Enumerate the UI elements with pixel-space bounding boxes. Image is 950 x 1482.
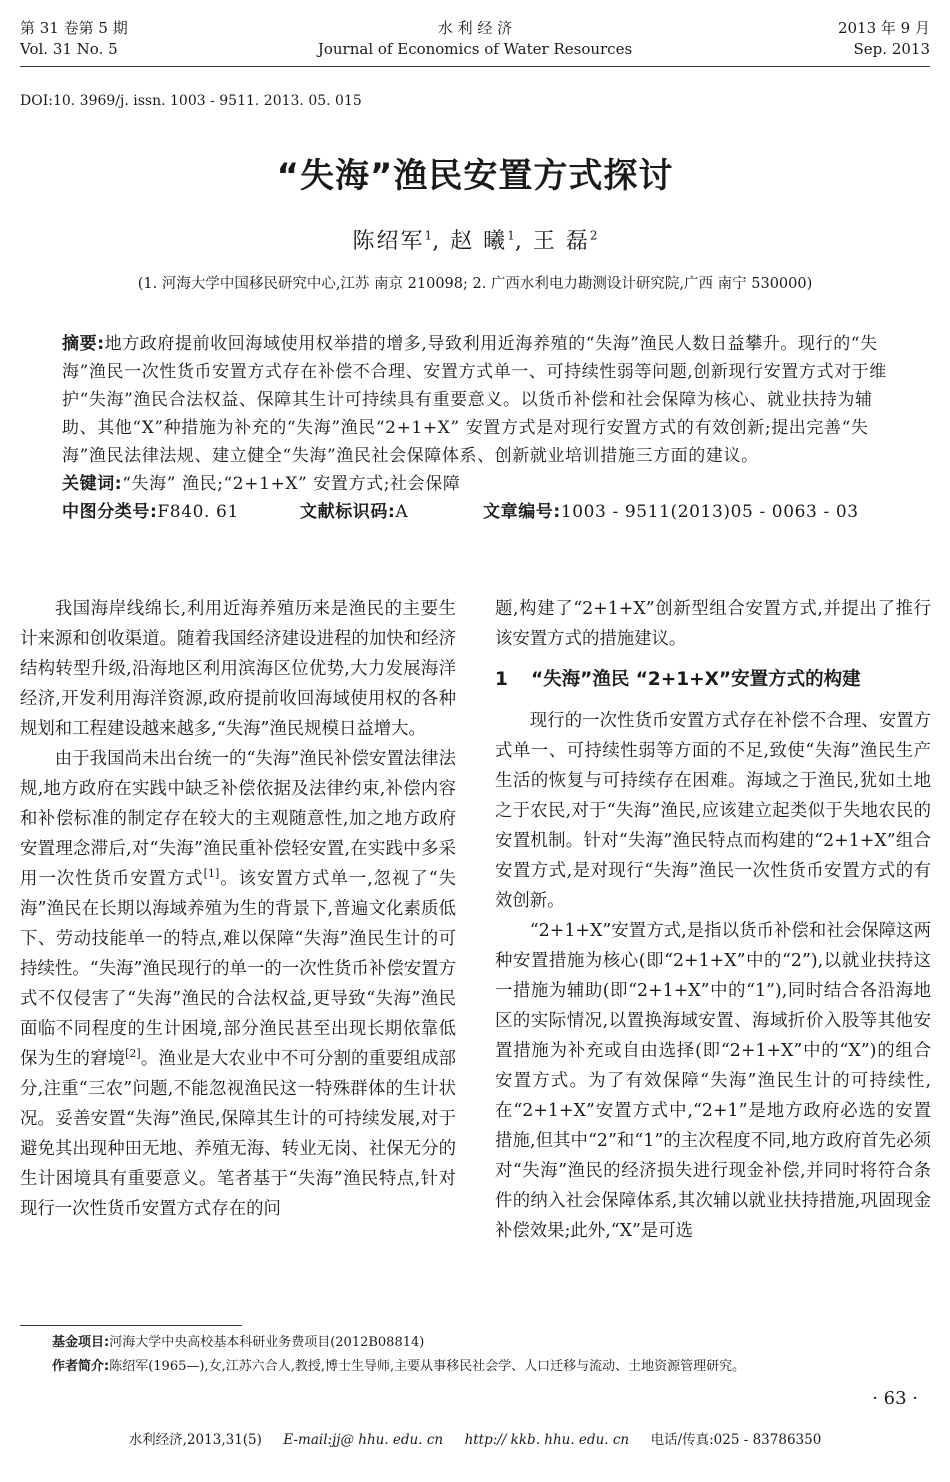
abstract <box>62 330 892 470</box>
clc-number: 中图分类号:F840. 61 <box>62 502 239 522</box>
header-divider <box>20 66 930 67</box>
author-bio-note: 作者简介:陈绍军(1965—),女,江苏六合人,教授,博士生导师,主要从事移民社会学、人口迁移与流动、土地资源管理研究。 <box>52 1359 746 1374</box>
paragraph: 现行的一次性货币安置方式存在补偿不合理、安置方式单一、可持续性弱等方面的不足,致使“失海”渔民生产生活的恢复与可持续存在困难。海域之于渔民,犹如土地之于农民,对于“失海”渔民,应该建立起类似于失地农民的安置机制。针对“失海”渔民特点而构建的“2+1+X”组合安置方式,是对现行“失海”渔民一次性货币安置方式的有效创新。 <box>495 711 931 911</box>
issue-cn: 第 31 卷第 5 期 <box>20 19 128 37</box>
affiliations: (1. 河海大学中国移民研究中心,江苏 南京 210098; 2. 广西水利电力勘测设计研究院,广西 南宁 530000) <box>137 276 813 292</box>
journal-name <box>0 18 950 60</box>
footnote-divider <box>20 1325 242 1326</box>
journal-name-cn: 水 利 经 济 <box>437 19 513 37</box>
journal-name-en: Journal of Economics of Water Resources <box>317 40 633 58</box>
funding-note: 基金项目:河海大学中央高校基本科研业务费项目(2012B08814) <box>52 1335 425 1350</box>
author-list <box>0 224 950 255</box>
author-separator: , <box>432 229 442 254</box>
citation-ref: [2] <box>125 1047 141 1061</box>
paragraph-continued: 题,构建了“2+1+X”创新型组合安置方式,并提出了推行该安置方式的措施建议。 <box>495 599 931 649</box>
section-title: “失海”渔民 “2+1+X”安置方式的构建 <box>531 669 861 690</box>
footnotes <box>52 1331 745 1379</box>
publication-date <box>838 18 930 60</box>
classification-line <box>62 498 892 526</box>
date-en: Sep. 2013 <box>853 40 930 58</box>
body-column-left <box>20 594 456 1224</box>
footer-website: http:// kkb. hhu. edu. cn <box>464 1432 630 1448</box>
paragraph: 由于我国尚未出台统一的“失海”渔民补偿安置法律法规,地方政府在实践中缺乏补偿依据及法律约束,补偿内容和补偿标准的制定存在较大的主观随意性,加之地方政府安置理念滞后,对“失海”渔民重补偿轻安置,在实践中多采用一次性货币安置方式[1]。该安置方式单一,忽视了“失海”渔民在长期以海域养殖为生的背景下,普遍文化素质低下、劳动技能单一的特点,难以保障“失海”渔民生计的可持续性。“失海”渔民现行的单一的一次性货币补偿安置方式不仅侵害了“失海”渔民的合法权益,更导致“失海”渔民面临不同程度的生计困境,部分渔民甚至出现长期依靠低保为生的窘境[2]。渔业是大农业中不可分割的重要组成部分,注重“三农”问题,不能忽视渔民这一特殊群体的生计状况。妥善安置“失海”渔民,保障其生计的可持续发展,对于避免其出现种田无地、养殖无海、转业无岗、社保无分的生计困境具有重要意义。笔者基于“失海”渔民特点,针对现行一次性货币安置方式存在的问 <box>20 749 456 1219</box>
article-title: “失海”渔民安置方式探讨 <box>276 156 674 196</box>
keywords <box>62 470 892 498</box>
issue-en: Vol. 31 No. 5 <box>20 40 118 58</box>
footer-journal: 水利经济,2013,31(5) <box>128 1432 262 1448</box>
page-footer <box>0 1428 950 1448</box>
footer-email: E-mail:jj@ hhu. edu. cn <box>283 1432 444 1448</box>
author-name: 陈绍军 <box>352 229 425 254</box>
abstract-text: 地方政府提前收回海域使用权举措的增多,导致利用近海养殖的“失海”渔民人数日益攀升。现行的“失海”渔民一次性货币安置方式存在补偿不合理、安置方式单一、可持续性弱等问题,创新现行安置方式对于维护“失海”渔民合法权益、保障其生计可持续具有重要意义。以货币补偿和社会保障为核心、就业扶持为辅助、其他“X”种措施为补充的“失海”渔民“2+1+X” 安置方式是对现行安置方式的有效创新;提出完善“失海”渔民法律法规、建立健全“失海”渔民社会保障体系、创新就业培训措施三方面的建议。 <box>62 334 887 466</box>
page-number: · 63 · <box>872 1388 918 1409</box>
author-affiliation-mark: 2 <box>589 228 598 243</box>
date-cn: 2013 年 9 月 <box>837 19 930 37</box>
abstract-label: 摘要: <box>62 334 105 354</box>
section-number: 1 <box>495 669 508 690</box>
section-heading <box>495 664 931 696</box>
author-affiliation-mark: 1 <box>424 228 433 243</box>
author-name: 赵 曦 <box>450 229 508 254</box>
footer-phone: 电话/传真:025 - 83786350 <box>650 1432 822 1448</box>
abstract-block <box>62 330 892 526</box>
author-affiliation-mark: 1 <box>507 228 515 243</box>
keywords-label: 关键词: <box>62 474 123 494</box>
paragraph: “2+1+X”安置方式,是指以货币补偿和社会保障这两种安置措施为核心(即“2+1+X”中的“2”),以就业扶持这一措施为辅助(即“2+1+X”中的“1”),同时结合各沿海地区的实际情况,以置换海域安置、海域折价入股等其他安置措施为补充或自由选择(即“2+1+X”中的“X”)的组合安置方式。为了有效保障“失海”渔民生计的可持续性,在“2+1+X”安置方式中,“2+1”是地方政府必选的安置措施,但其中“2”和“1”的主次程度不同,地方政府首先必须对“失海”渔民的经济损失进行现金补偿,并同时将符合条件的纳入社会保障体系,其次辅以就业扶持措施,巩固现金补偿效果;此外,“X”是可选 <box>495 921 931 1241</box>
author-name: 王 磊 <box>532 229 590 254</box>
keywords-text: “失海” 渔民;“2+1+X” 安置方式;社会保障 <box>122 474 461 494</box>
article-number: 文章编号:1003 - 9511(2013)05 - 0063 - 03 <box>483 502 859 522</box>
author-separator: , <box>514 229 524 254</box>
doi: DOI:10. 3969/j. issn. 1003 - 9511. 2013. 05. 015 <box>20 93 362 109</box>
document-code: 文献标识码:A <box>300 502 409 522</box>
paragraph: 我国海岸线绵长,利用近海养殖历来是渔民的主要生计来源和创收渠道。随着我国经济建设进程的加快和经济结构转型升级,沿海地区利用滨海区位优势,大力发展海洋经济,开发利用海洋资源,政府提前收回海域使用权的各种规划和工程建设越来越多,“失海”渔民规模日益增大。 <box>20 599 456 739</box>
body-column-right <box>495 594 931 1246</box>
citation-ref: [1] <box>203 867 220 881</box>
